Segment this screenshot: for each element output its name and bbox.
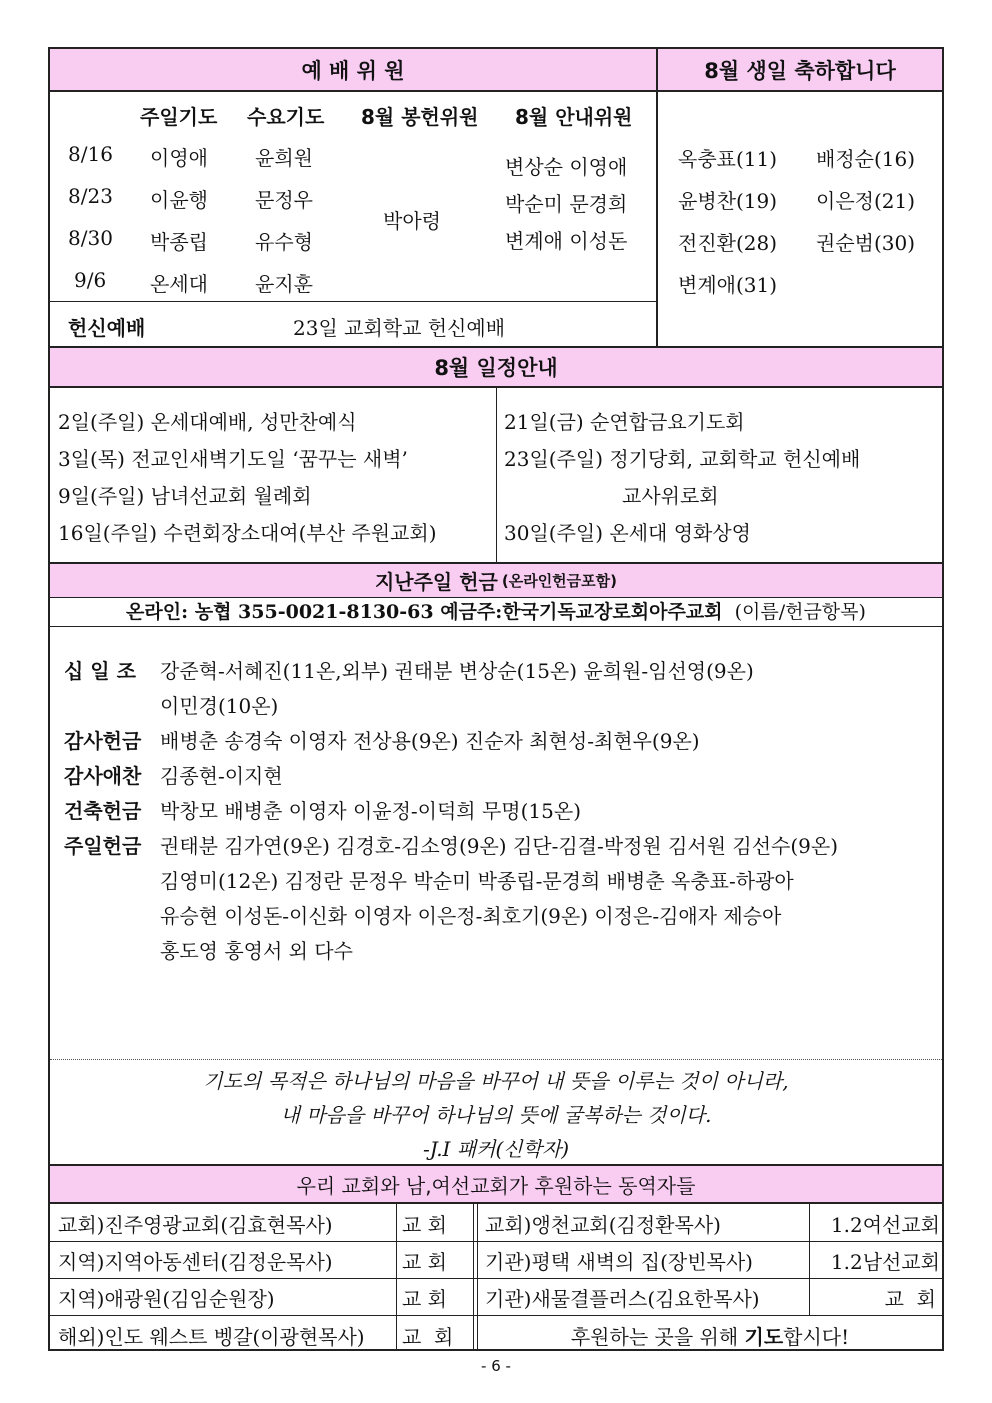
offering-names: 강준혁-서혜진(11온,외부) 권태분 변상순(15온) 윤희원-임선영(9온) xyxy=(160,659,754,683)
mission-sponsor: 교 회 xyxy=(402,1287,447,1311)
schedule-item: 30일(주일) 온세대 영화상영 xyxy=(504,521,751,545)
schedule-item: 3일(목) 전교인새벽기도일 ‘꿈꾸는 새벽’ xyxy=(58,447,408,471)
mission-partner: 교회)진주영광교회(김효현목사) xyxy=(58,1213,333,1237)
wednesday-prayer-name: 윤희원 xyxy=(255,146,313,170)
closing-bold: 기도 xyxy=(744,1325,784,1349)
missions-header-text: 우리 교회와 남,여선교회가 후원하는 동역자들 xyxy=(296,1173,696,1198)
usher-pair: 변상순 이영애 xyxy=(505,155,628,179)
worship-header-text: 예 배 위 원 xyxy=(301,58,405,83)
divider xyxy=(496,388,497,562)
offering-header-small: (온라인헌금포함) xyxy=(501,572,618,590)
sunday-prayer-name: 이영애 xyxy=(150,146,208,170)
missions-header xyxy=(50,1164,942,1204)
worship-date: 8/16 xyxy=(68,142,113,166)
mission-sponsor: 교 회 xyxy=(402,1213,447,1237)
schedule-item: 21일(금) 순연합금요기도회 xyxy=(504,410,745,434)
mission-partner: 지역)애광원(김임순원장) xyxy=(58,1287,275,1311)
birthday-person: 윤병찬(19) xyxy=(678,189,778,213)
divider xyxy=(50,301,656,302)
schedule-item: 23일(주일) 정기당회, 교회학교 헌신예배 xyxy=(504,447,861,471)
mission-sponsor: 1.2남선교회 xyxy=(830,1250,940,1274)
offering-names: 유승현 이성돈-이신화 이영자 이은정-최호기(9온) 이정은-김애자 제승아 xyxy=(160,904,782,928)
worship-header xyxy=(50,49,658,92)
quote-author: -J.I 패커(신학자) xyxy=(422,1137,570,1161)
mission-partner: 해외)인도 웨스트 벵갈(이광현목사) xyxy=(58,1325,365,1349)
birthday-header xyxy=(658,49,942,92)
mission-sponsor: 교 회 xyxy=(402,1325,454,1349)
col-usher: 8월 안내위원 xyxy=(515,105,633,129)
schedule-item: 16일(주일) 수련회장소대여(부산 주원교회) xyxy=(58,521,437,545)
birthday-person: 변계애(31) xyxy=(678,273,778,297)
birthday-header-text: 8월 생일 축하합니다 xyxy=(704,58,896,83)
usher-pair: 변계애 이성돈 xyxy=(505,229,628,253)
dedication-text: 23일 교회학교 헌신예배 xyxy=(293,316,506,340)
sunday-prayer-name: 온세대 xyxy=(150,272,208,296)
mission-partner: 지역)지역아동센터(김정운목사) xyxy=(58,1250,333,1274)
divider xyxy=(473,1204,474,1349)
wednesday-prayer-name: 유수형 xyxy=(255,230,313,254)
dotted-divider xyxy=(50,1059,942,1060)
schedule-header-text: 8월 일정안내 xyxy=(434,356,558,380)
offering-label-thanks-meal: 감사애찬 xyxy=(64,764,142,788)
online-account-note: (이름/헌금항목) xyxy=(734,601,866,623)
offering-names: 김종현-이지현 xyxy=(160,764,283,788)
birthday-person: 전진환(28) xyxy=(678,231,778,255)
mission-partner: 기관)평택 새벽의 집(장빈목사) xyxy=(485,1250,753,1274)
mission-partner: 기관)새물결플러스(김요한목사) xyxy=(485,1287,760,1311)
mission-sponsor: 교 회 xyxy=(884,1287,936,1311)
col-wednesday-prayer: 수요기도 xyxy=(247,105,325,129)
worship-date: 8/30 xyxy=(68,226,113,250)
closing-post: 합시다! xyxy=(783,1325,850,1349)
wednesday-prayer-name: 문정우 xyxy=(255,188,313,212)
quote-line-1: 기도의 목적은 하나님의 마음을 바꾸어 내 뜻을 이루는 것이 아니라, xyxy=(203,1069,789,1093)
bulletin-page xyxy=(48,47,944,1351)
dedication-label: 헌신예배 xyxy=(68,316,146,340)
divider xyxy=(656,92,658,346)
wednesday-prayer-name: 윤지훈 xyxy=(255,272,313,296)
mission-sponsor: 교 회 xyxy=(402,1250,447,1274)
sunday-prayer-name: 박종립 xyxy=(150,230,208,254)
birthday-person: 권순범(30) xyxy=(816,231,916,255)
online-account xyxy=(50,599,942,627)
page-number: - 6 - xyxy=(481,1357,511,1375)
offering-names: 배병춘 송경숙 이영자 전상용(9온) 진순자 최현성-최현우(9온) xyxy=(160,729,700,753)
offering-label-tithe: 십 일 조 xyxy=(64,659,136,683)
schedule-item: 9일(주일) 남녀선교회 월례회 xyxy=(58,484,312,508)
schedule-header xyxy=(50,346,942,388)
online-account-text: 온라인: 농협 355-0021-8130-63 예금주:한국기독교장로회아주교회 xyxy=(126,601,723,623)
closing-pre: 후원하는 곳을 위해 xyxy=(570,1325,745,1349)
offering-label-building: 건축헌금 xyxy=(64,799,142,823)
mission-partner: 교회)앵천교회(김정환목사) xyxy=(485,1213,721,1237)
offering-label-sunday: 주일헌금 xyxy=(64,834,142,858)
sunday-prayer-name: 이윤행 xyxy=(150,188,208,212)
divider xyxy=(50,1315,942,1316)
offering-names: 홍도영 홍영서 외 다수 xyxy=(160,939,353,963)
offering-label-thanks: 감사헌금 xyxy=(64,729,142,753)
col-offering-member: 8월 봉헌위원 xyxy=(361,105,479,129)
schedule-item: 2일(주일) 온세대예배, 성만찬예식 xyxy=(58,410,357,434)
offering-names: 김영미(12온) 김정란 문정우 박순미 박종립-문경희 배병춘 옥충표-하광아 xyxy=(160,869,794,893)
offering-names: 박창모 배병춘 이영자 이윤정-이덕희 무명(15온) xyxy=(160,799,582,823)
col-sunday-prayer: 주일기도 xyxy=(140,105,218,129)
offering-names: 이민경(10온) xyxy=(160,694,279,718)
closing-message xyxy=(478,1321,942,1350)
birthday-person: 이은정(21) xyxy=(816,189,916,213)
offering-header-text: 지난주일 헌금 xyxy=(374,570,498,594)
usher-pair: 박순미 문경희 xyxy=(505,192,628,216)
offering-names: 권태분 김가연(9온) 김경호-김소영(9온) 김단-김결-박정원 김서원 김선수(9온) xyxy=(160,834,839,858)
schedule-item: 교사위로회 xyxy=(622,484,719,508)
birthday-person: 옥충표(11) xyxy=(678,147,778,171)
worship-date: 9/6 xyxy=(74,268,107,292)
birthday-person: 배정순(16) xyxy=(816,147,916,171)
offering-header xyxy=(50,562,942,598)
offering-member-name: 박아령 xyxy=(383,209,441,233)
divider xyxy=(396,1204,397,1349)
quote-line-2: 내 마음을 바꾸어 하나님의 뜻에 굴복하는 것이다. xyxy=(280,1103,712,1127)
worship-date: 8/23 xyxy=(68,184,113,208)
mission-sponsor: 1.2여선교회 xyxy=(830,1213,940,1237)
